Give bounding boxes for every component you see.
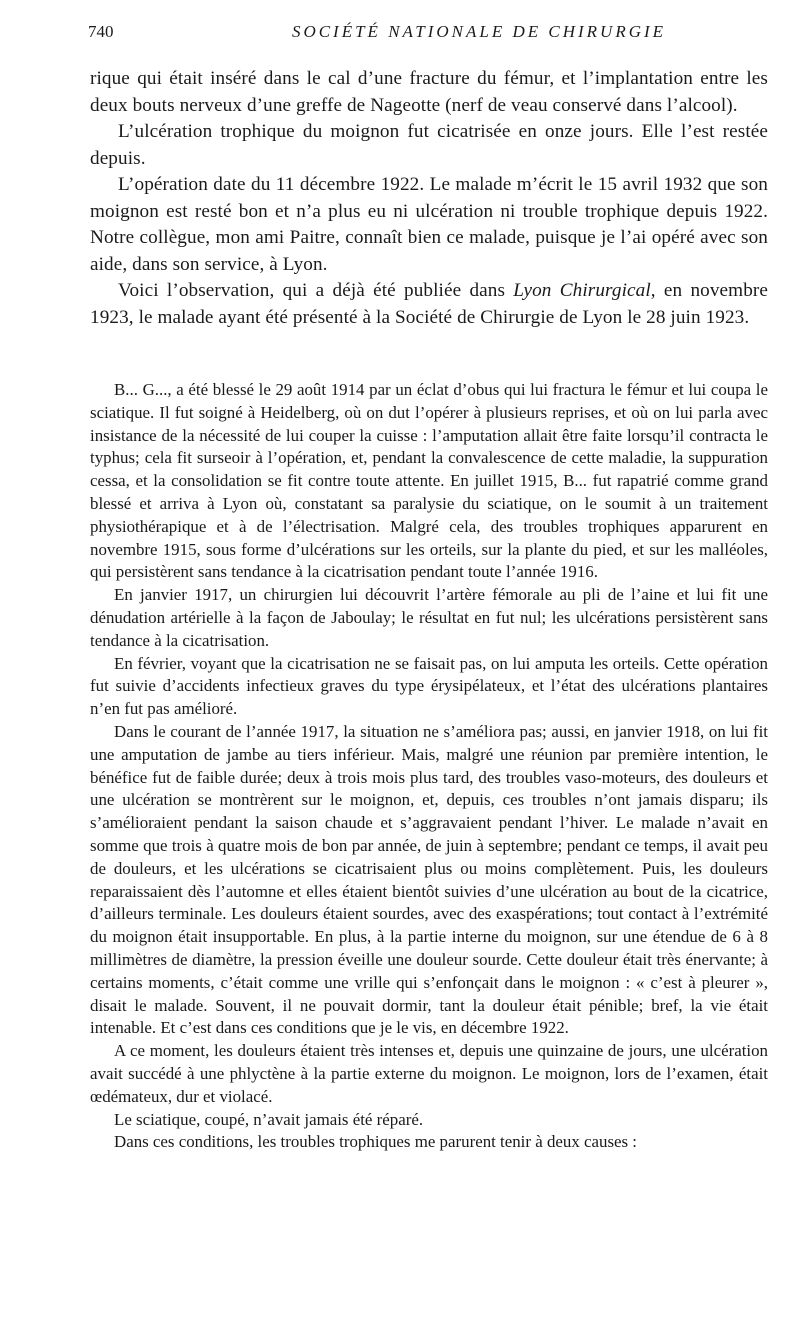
page-number: 740 [88,22,114,41]
case-observation [90,379,768,1154]
paragraph: En janvier 1917, un chirurgien lui découvrit l’artère fémorale au pli de l’aine et lui fit une dénudation artérielle à la façon de Jaboulay; le résultat en fut nul; les ulcérations persistèrent sans tendance à la cicatrisation. [90,585,768,650]
journal-title: Lyon Chirurgical [513,280,651,301]
running-head: SOCIÉTÉ NATIONALE DE CHIRURGIE [291,22,667,41]
paragraph: A ce moment, les douleurs étaient très intenses et, depuis une quinzaine de jours, une ulcération avait succédé à une phlyctène à la partie externe du moignon. Le moignon, lors de l’examen, était œdémateux, dur et violacé. [90,1041,768,1106]
paragraph: Dans le courant de l’année 1917, la situation ne s’améliora pas; aussi, en janvier 1918, on lui fit une amputation de jambe au tiers inférieur. Mais, malgré une réunion par première intention, le bénéfice fut de faible durée; deux à trois mois plus tard, des troubles vaso-moteurs, des douleurs et une ulcération se montrèrent sur le moignon, et, depuis, ces troubles n’ont jamais disparu; ils s’amélioraient pendant la saison chaude et s’aggravaient pendant l’hiver. Le malade n’avait en somme que trois à quatre mois de bon par année, de juin à septembre; pendant ce temps, il avait peu de douleurs, et les ulcérations se cicatrisaient plus ou moins complètement. Puis, les douleurs reparaissaient dès l’automne et elles étaient bientôt suivies d’une ulcération au bout de la cicatrice, d’ailleurs terminale. Les douleurs étaient sourdes, avec des exaspérations; tout contact à l’extrémité du moignon était insupportable. En plus, à la partie interne du moignon, sur une étendue de 6 à 8 millimètres de diamètre, la pression éveille une douleur sourde. Cette douleur était très énervante; à certains moments, c’était comme une vrille qui s’enfonçait dans le moignon : « c’est à pleurer », disait le malade. Souvent, il ne pouvait dormir, tant la douleur était pénible; bref, la vie était intenable. Et c’est dans ces conditions que je le vis, en décembre 1922. [90,721,768,1038]
main-text [90,66,768,331]
paragraph: L’ulcération trophique du moignon fut cicatrisée en onze jours. Elle l’est restée depuis. [90,121,768,169]
paragraph: rique qui était inséré dans le cal d’une fracture du fémur, et l’implantation entre les deux bouts nerveux d’une greffe de Nageotte (nerf de veau conservé dans l’alcool). [90,68,768,116]
paragraph-text: , en novembre 1923, le malade ayant été présenté à la Société de Chirurgie de Lyon le 28 juin 1923. [90,280,768,328]
page-header [88,22,760,48]
paragraph: B... G..., a été blessé le 29 août 1914 par un éclat d’obus qui lui fractura le fémur et lui coupa le sciatique. Il fut soigné à Heidelberg, où on dut l’opérer à plusieurs reprises, et où on lui parla avec insistance de la nécessité de lui couper la cuisse : l’amputation allait être faite lorsqu’il contracta le typhus; cela fit surseoir à l’opération, et, pendant la convalescence de cette maladie, la suppuration cessa, et la consolidation se fit contre toute attente. En juillet 1915, B... fut rapatrié comme grand blessé et arriva à Lyon où, constatant sa paralysie du sciatique, on le soumit à un traitement physiothérapique et à de l’électrisation. Malgré cela, des troubles trophiques apparurent en novembre 1915, sous forme d’ulcérations sur les orteils, sur la plante du pied, et sur les malléoles, qui persistèrent sans tendance à la cicatrisation pendant toute l’année 1916. [90,380,768,582]
paragraph [90,278,768,331]
paragraph: Dans ces conditions, les troubles trophiques me parurent tenir à deux causes : [114,1132,637,1152]
paragraph: L’opération date du 11 décembre 1922. Le malade m’écrit le 15 avril 1932 que son moignon est resté bon et n’a plus eu ni ulcération ni trouble trophique depuis 1922. Notre collègue, mon ami Paitre, connaît bien ce malade, puisque je l’ai opéré avec son aide, dans son service, à Lyon. [90,174,768,275]
paragraph-text: Voici l’observation, qui a déjà été publiée dans [118,280,514,301]
paragraph: Le sciatique, coupé, n’avait jamais été réparé. [114,1109,424,1129]
paragraph: En février, voyant que la cicatrisation ne se faisait pas, on lui amputa les orteils. Cette opération fut suivie d’accidents infectieux graves du type érysipélateux, et l’état des ulcérations plantaires n’en fut pas amélioré. [90,653,768,719]
